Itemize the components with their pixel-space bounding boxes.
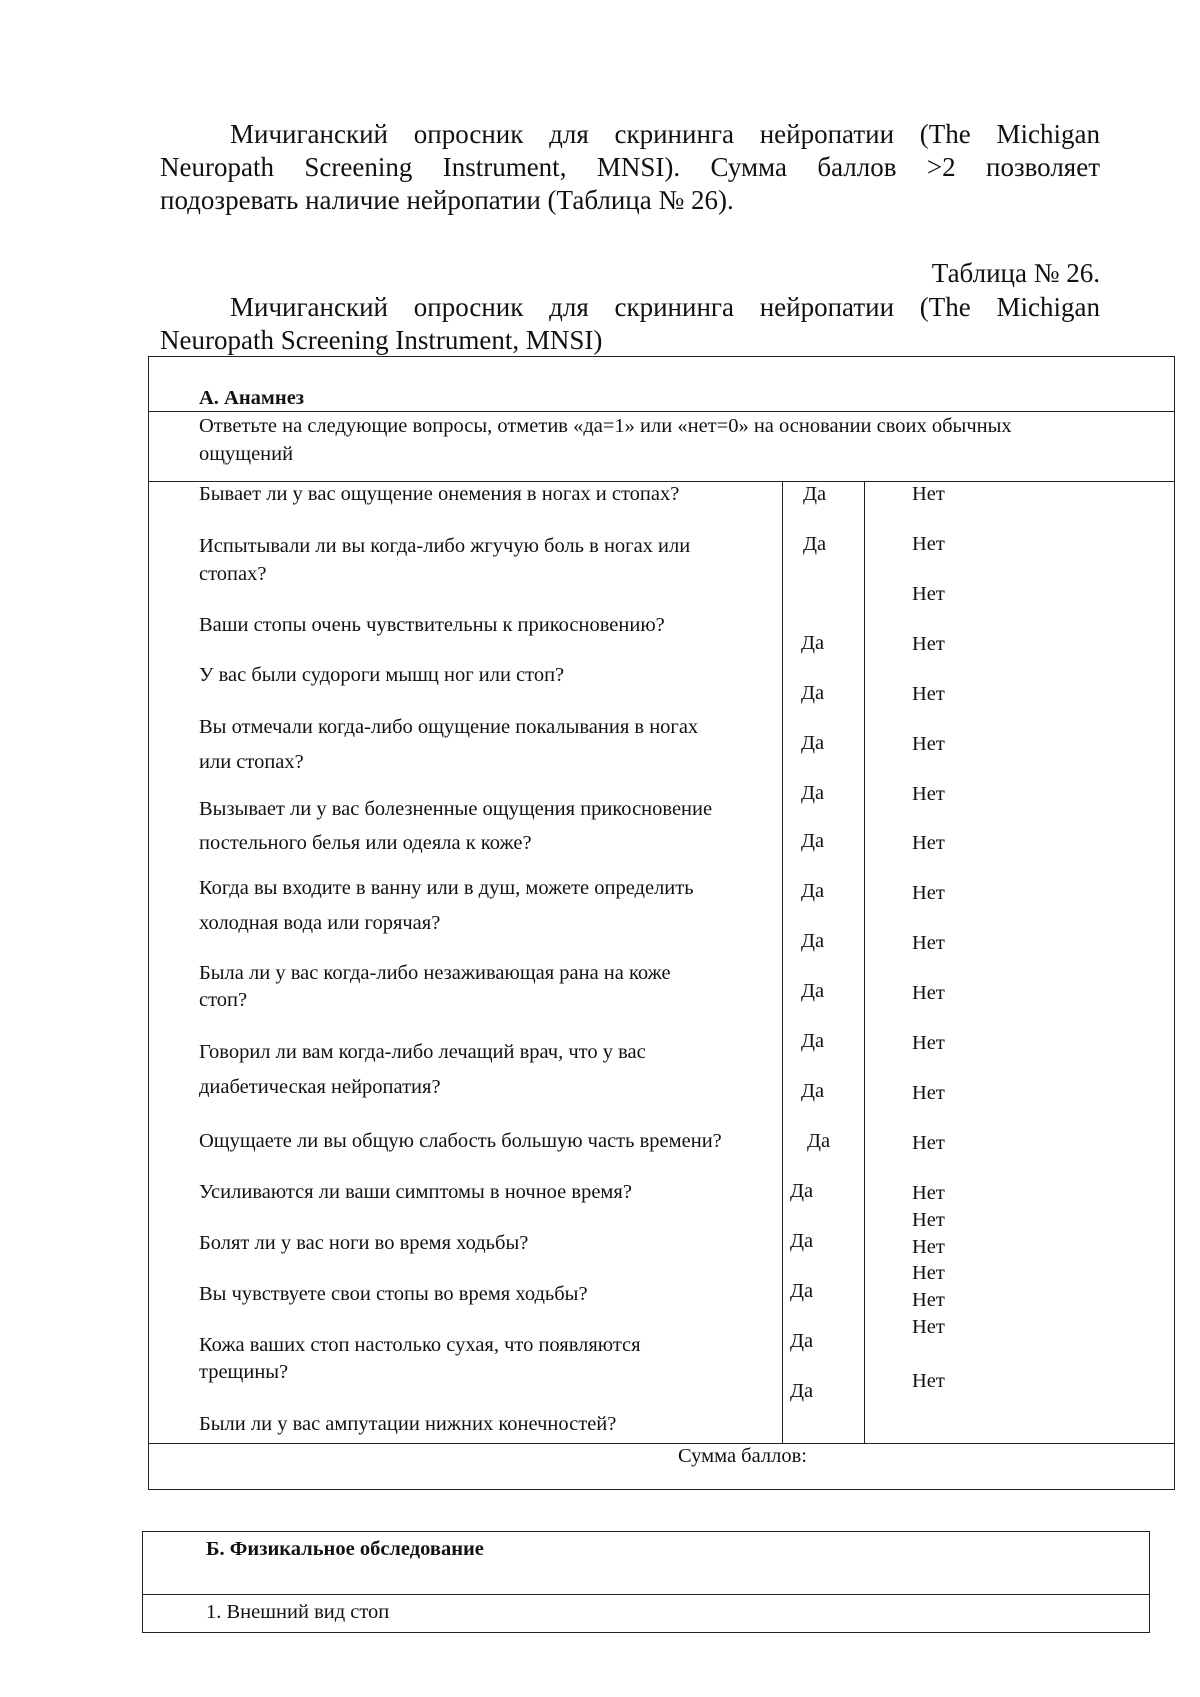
no-answer: Нет xyxy=(912,733,945,755)
yes-answer: Да xyxy=(790,1180,814,1202)
question-7-line-2: холодная вода или горячая? xyxy=(199,912,441,934)
question-9-line-1: Говорил ли вам когда-либо лечащий врач, что у вас xyxy=(199,1041,646,1063)
question-8-line-2: стоп? xyxy=(199,989,248,1011)
column-divider-no xyxy=(864,481,865,1443)
question-14-line-2: трещины? xyxy=(199,1361,289,1383)
column-divider-yes xyxy=(782,481,783,1443)
yes-answer: Да xyxy=(801,980,825,1002)
question-15: Были ли у вас ампутации нижних конечностей? xyxy=(199,1413,617,1435)
no-answer: Нет xyxy=(912,1032,945,1054)
question-7-line-1: Когда вы входите в ванну или в душ, можете определить xyxy=(199,877,694,899)
instruction-line-1: Ответьте на следующие вопросы, отметив «да=1» или «нет=0» на основании своих обычных xyxy=(199,415,1012,437)
intro-line-3: подозревать наличие нейропатии (Таблица № 26). xyxy=(160,185,734,215)
yes-answer: Да xyxy=(801,1080,825,1102)
question-4: У вас были судороги мышц ног или стоп? xyxy=(199,664,565,686)
yes-answer: Да xyxy=(801,930,825,952)
no-answer: Нет xyxy=(912,1209,945,1231)
no-answer: Нет xyxy=(912,1289,945,1311)
instruction-line-2: ощущений xyxy=(199,443,294,465)
section-b-title: Б. Физикальное обследование xyxy=(206,1538,484,1560)
question-8-line-1: Была ли у вас когда-либо незаживающая рана на коже xyxy=(199,962,671,984)
yes-answer: Да xyxy=(801,732,825,754)
no-answer: Нет xyxy=(912,1236,945,1258)
no-answer: Нет xyxy=(912,483,945,505)
intro-line-1: Мичиганский опросник для скрининга нейропатии (The Michigan xyxy=(230,119,1100,149)
section-a-title: А. Анамнез xyxy=(199,387,305,409)
question-10: Ощущаете ли вы общую слабость большую часть времени? xyxy=(199,1130,722,1152)
no-answer: Нет xyxy=(912,583,945,605)
question-13: Вы чувствуете свои стопы во время ходьбы? xyxy=(199,1283,588,1305)
intro-paragraph xyxy=(160,118,1100,217)
yes-answer: Да xyxy=(801,682,825,704)
no-answer: Нет xyxy=(912,1132,945,1154)
no-answer: Нет xyxy=(912,1316,945,1338)
no-answer: Нет xyxy=(912,1182,945,1204)
no-answer: Нет xyxy=(912,683,945,705)
table-divider-title xyxy=(148,411,1175,412)
physical-exam-divider xyxy=(142,1594,1150,1595)
yes-answer: Да xyxy=(790,1330,814,1352)
sum-label: Сумма баллов: xyxy=(678,1445,807,1467)
yes-answer: Да xyxy=(790,1230,814,1252)
no-answer: Нет xyxy=(912,1262,945,1284)
question-14-line-1: Кожа ваших стоп настолько сухая, что появляются xyxy=(199,1334,641,1356)
no-answer: Нет xyxy=(912,783,945,805)
yes-answer: Да xyxy=(801,632,825,654)
yes-answer: Да xyxy=(807,1130,831,1152)
section-b-item-1: 1. Внешний вид стоп xyxy=(206,1601,390,1623)
no-answer: Нет xyxy=(912,982,945,1004)
caption-line-1: Мичиганский опросник для скрининга нейропатии (The Michigan xyxy=(230,292,1100,322)
yes-answer: Да xyxy=(801,830,825,852)
no-answer: Нет xyxy=(912,633,945,655)
question-9-line-2: диабетическая нейропатия? xyxy=(199,1076,441,1098)
yes-answer: Да xyxy=(801,782,825,804)
question-6-line-1: Вызывает ли у вас болезненные ощущения прикосновение xyxy=(199,798,713,820)
question-11: Усиливаются ли ваши симптомы в ночное время? xyxy=(199,1181,632,1203)
no-answer: Нет xyxy=(912,1082,945,1104)
no-answer: Нет xyxy=(912,1370,945,1392)
question-6-line-2: постельного белья или одеяла к коже? xyxy=(199,832,532,854)
no-answer: Нет xyxy=(912,832,945,854)
intro-line-2: Neuropath Screening Instrument, MNSI). Сумма баллов >2 позволяет xyxy=(160,152,1100,182)
question-3: Ваши стопы очень чувствительны к прикосновению? xyxy=(199,614,665,636)
no-answer: Нет xyxy=(912,932,945,954)
table-divider-sum xyxy=(148,1443,1175,1444)
yes-answer: Да xyxy=(803,483,827,505)
question-2-line-1: Испытывали ли вы когда-либо жгучую боль в ногах или xyxy=(199,535,691,557)
yes-answer: Да xyxy=(801,880,825,902)
yes-answer: Да xyxy=(790,1280,814,1302)
question-5-line-1: Вы отмечали когда-либо ощущение покалывания в ногах xyxy=(199,716,699,738)
no-answer: Нет xyxy=(912,882,945,904)
question-12: Болят ли у вас ноги во время ходьбы? xyxy=(199,1232,529,1254)
question-5-line-2: или стопах? xyxy=(199,751,304,773)
question-2-line-2: стопах? xyxy=(199,563,267,585)
no-answer: Нет xyxy=(912,533,945,555)
table-caption xyxy=(160,291,1100,357)
caption-line-2: Neuropath Screening Instrument, MNSI) xyxy=(160,325,603,355)
table-number: Таблица № 26. xyxy=(931,258,1100,288)
question-1: Бывает ли у вас ощущение онемения в ногах и стопах? xyxy=(199,483,680,505)
yes-answer: Да xyxy=(801,1030,825,1052)
yes-answer: Да xyxy=(803,533,827,555)
table-divider-instruction xyxy=(148,481,1175,482)
yes-answer: Да xyxy=(790,1380,814,1402)
